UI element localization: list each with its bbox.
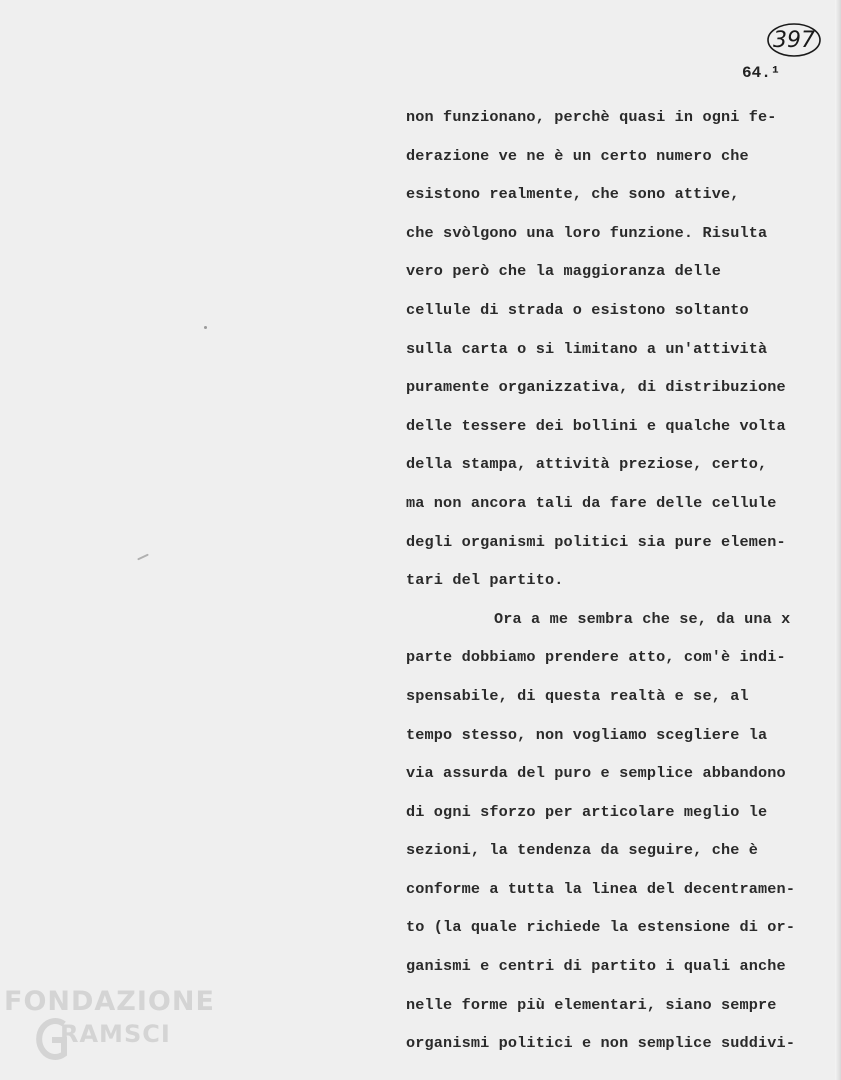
text-line: spensabile, di questa realtà e se, al <box>406 686 749 705</box>
text-line: organismi politici e non semplice suddivi- <box>406 1034 796 1053</box>
archive-number-stamp <box>766 22 822 58</box>
text-line: ganismi e centri di partito i quali anche <box>406 957 786 976</box>
text-line: parte dobbiamo prendere atto, com'è indi- <box>406 648 786 667</box>
text-line: cellule di strada o esistono soltanto <box>406 300 749 319</box>
archive-number-text: 397 <box>773 27 815 53</box>
text-line: sezioni, la tendenza da seguire, che è <box>406 841 759 860</box>
text-line: nelle forme più elementari, siano sempre <box>406 995 777 1014</box>
text-line: via assurda del puro e semplice abbandono <box>406 764 786 783</box>
text-line: degli organismi politici sia pure elemen- <box>406 532 786 551</box>
text-line: esistono realmente, che sono attive, <box>406 185 740 204</box>
page-number: 64.¹ <box>742 64 781 82</box>
paragraph-start-line: Ora a me sembra che se, da una x <box>494 609 791 628</box>
text-line: derazione ve ne è un certo numero che <box>406 146 749 165</box>
text-line: tempo stesso, non vogliamo scegliere la <box>406 725 768 744</box>
text-line: di ogni sforzo per articolare meglio le <box>406 802 768 821</box>
text-line: conforme a tutta la linea del decentramen- <box>406 879 796 898</box>
paper-speck <box>204 326 207 329</box>
text-line: della stampa, attività preziose, certo, <box>406 455 768 474</box>
text-line: non funzionano, perchè quasi in ogni fe- <box>406 108 777 126</box>
text-line: ma non ancora tali da fare delle cellule <box>406 493 777 512</box>
text-line: tari del partito. <box>406 571 564 590</box>
text-line: to (la quale richiede la estensione di or- <box>406 918 796 937</box>
text-line: che svòlgono una loro funzione. Risulta <box>406 223 768 242</box>
text-line: delle tessere dei bollini e qualche volta <box>406 416 786 435</box>
text-line: sulla carta o si limitano a un'attività <box>406 339 768 358</box>
paper-mark <box>137 554 149 561</box>
text-line: puramente organizzativa, di distribuzione <box>406 378 786 397</box>
text-line: vero però che la maggioranza delle <box>406 262 721 281</box>
logo-line-1: FONDAZIONE <box>4 986 215 1017</box>
fondazione-gramsci-logo <box>4 986 214 1070</box>
logo-line-2: RAMSCI <box>60 1020 171 1048</box>
typed-text-block <box>406 98 831 1063</box>
page-edge-shadow <box>835 0 841 1080</box>
